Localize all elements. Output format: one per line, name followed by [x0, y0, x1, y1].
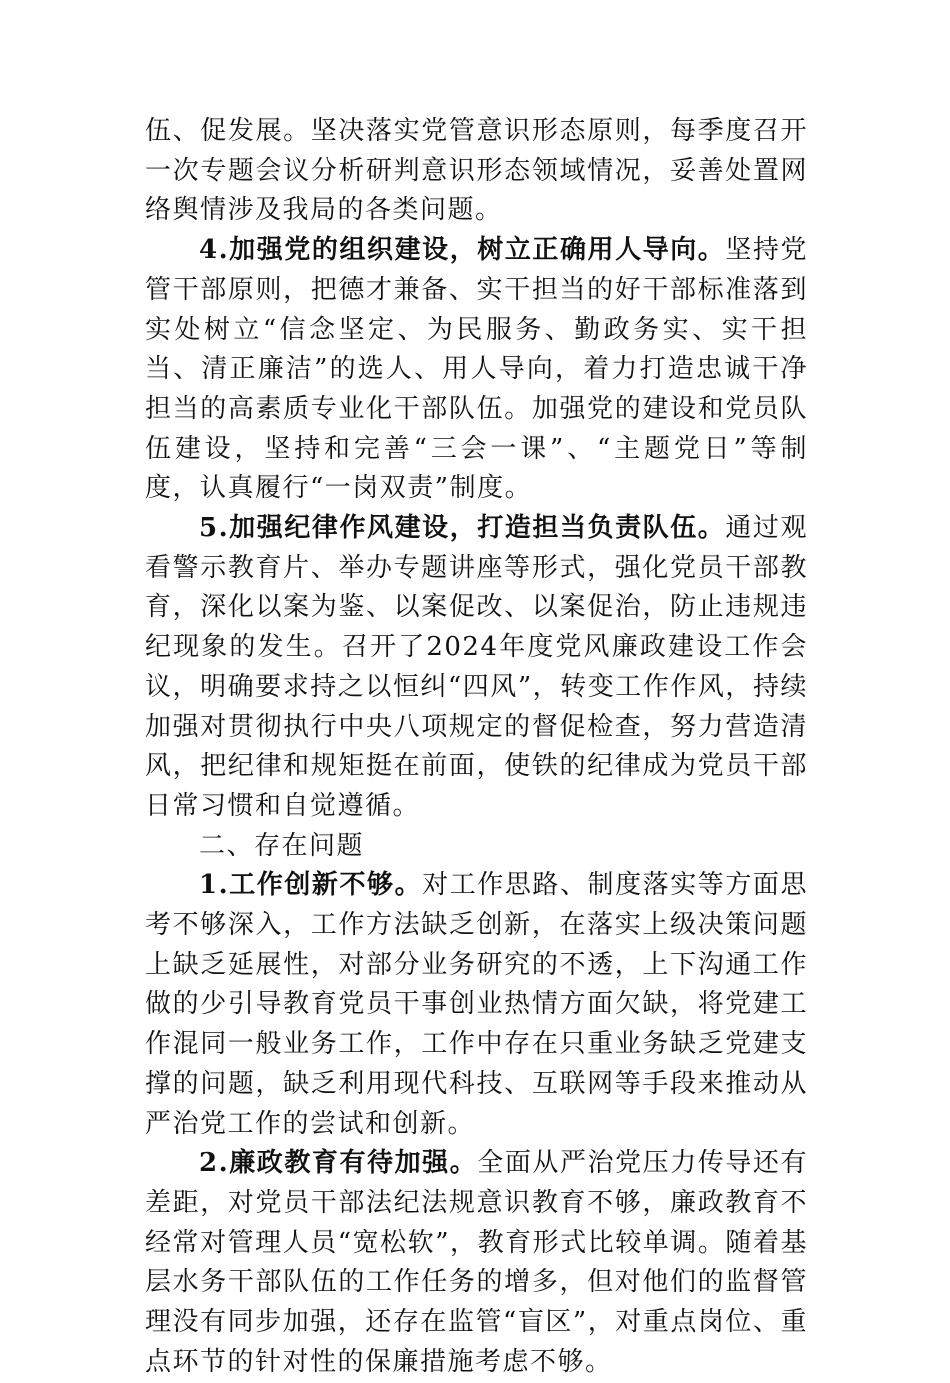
- paragraph-lead: 5.加强纪律作风建设，打造担当负责队伍。: [199, 513, 726, 544]
- document-body: [145, 112, 808, 1383]
- section-heading: 二、存在问题: [199, 830, 365, 861]
- issue-lead: 1.工作创新不够。: [199, 870, 423, 901]
- paragraph-party-organization: [145, 231, 808, 509]
- issue-lead: 2.廉政教育有待加强。: [199, 1148, 478, 1179]
- paragraph-lead: 4.加强党的组织建设，树立正确用人导向。: [199, 235, 726, 266]
- issue-innovation: [145, 866, 808, 1144]
- paragraph-text: 通过观看警示教育片、举办专题讲座等形式，强化党员干部教育，深化以案为鉴、以案促改、以案促治，防止违规违纪现象的发生。召开了2024年度党风廉政建设工作会议，明确要求持之以恒纠“四风”，转变工作作风，持续加强对贯彻执行中央八项规定的督促检查，努力营造清风，把纪律和规矩挺在前面，使铁的纪律成为党员干部日常习惯和自觉遵循。: [145, 513, 808, 821]
- paragraph-text: 伍、促发展。坚决落实党管意识形态原则，每季度召开一次专题会议分析研判意识形态领域情况，妥善处置网络舆情涉及我局的各类问题。: [145, 116, 808, 226]
- paragraph-text: 坚持党管干部原则，把德才兼备、实干担当的好干部标准落到实处树立“信念坚定、为民服务、勤政务实、实干担当、清正廉洁”的选人、用人导向，着力打造忠诚干净担当的高素质专业化干部队伍。加强党的建设和党员队伍建设，坚持和完善“三会一课”、“主题党日”等制度，认真履行“一岗双责”制度。: [145, 235, 808, 504]
- issue-integrity-education: [145, 1144, 808, 1382]
- issue-text: 全面从严治党压力传导还有差距，对党员干部法纪法规意识教育不够，廉政教育不经常对管理人员“宽松软”，教育形式比较单调。随着基层水务干部队伍的工作任务的增多，但对他们的监督管理没有同步加强，还存在监管“盲区”，对重点岗位、重点环节的针对性的保廉措施考虑不够。: [145, 1148, 808, 1377]
- issue-text: 对工作思路、制度落实等方面思考不够深入，工作方法缺乏创新，在落实上级决策问题上缺乏延展性，对部分业务研究的不透，上下沟通工作做的少引导教育党员干事创业热情方面欠缺，将党建工作混同一般业务工作，工作中存在只重业务缺乏党建支撑的问题，缺乏利用现代科技、互联网等手段来推动从严治党工作的尝试和创新。: [145, 870, 808, 1139]
- paragraph-discipline: [145, 509, 808, 827]
- paragraph-continuation: [145, 112, 808, 231]
